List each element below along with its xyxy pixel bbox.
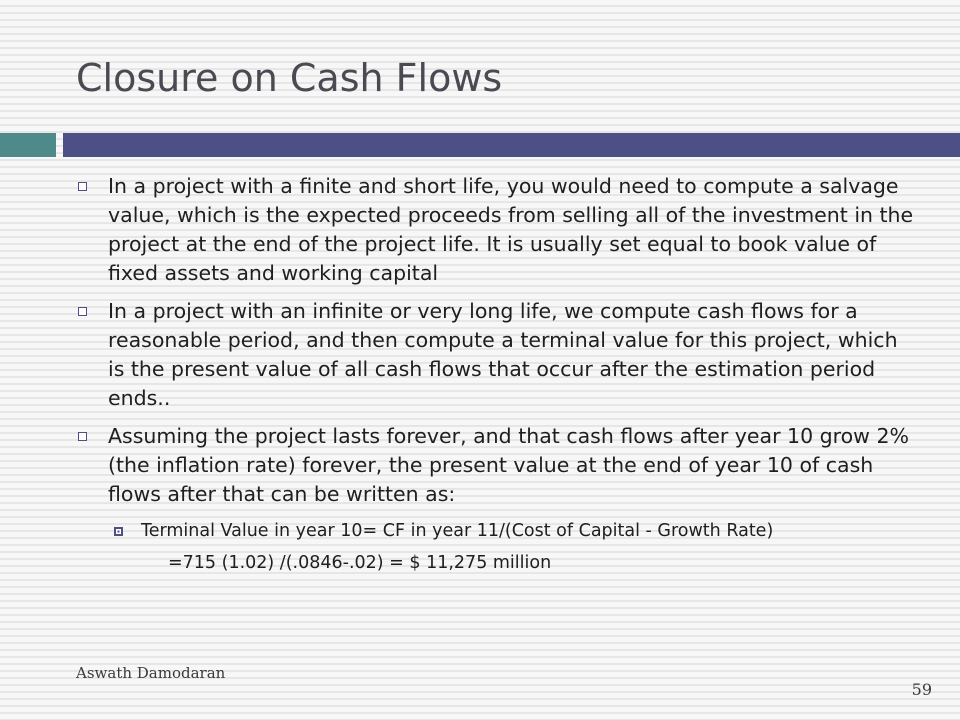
page-number: 59 [911,680,932,699]
sub-bullet-item [108,518,914,544]
bullet-text: In a project with an infinite or very long life, we compute cash flows for a reasonable period, and then compute a terminal value for this project, which is the present value of all cash flows that occur after the estimation period ends.. [108,299,898,410]
header-accent-bar-navy [63,133,960,157]
footer-author: Aswath Damodaran [76,664,226,682]
filled-square-bullet-icon [114,527,123,536]
hollow-square-bullet-icon [78,307,87,316]
bullet-item [74,422,914,509]
terminal-value-formula: =715 (1.02) /(.0846-.02) = $ 11,275 million [168,553,552,573]
bullet-text: In a project with a finite and short life, you would need to compute a salvage value, which is the expected proceeds from selling all of the investment in the project at the end of the project life. It is usually set equal to book value of fixed assets and working capital [108,174,914,285]
bullet-item [74,172,914,288]
sub-bullet-text: Terminal Value in year 10= CF in year 11/(Cost of Capital - Growth Rate) [141,521,774,541]
hollow-square-bullet-icon [78,432,87,441]
hollow-square-bullet-icon [78,182,87,191]
slide-title: Closure on Cash Flows [76,56,503,100]
header-accent-bar-teal [0,133,56,157]
bullet-text: Assuming the project lasts forever, and that cash flows after year 10 grow 2% (the inflation rate) forever, the present value at the end of year 10 of cash flows after that can be written as: [108,424,909,506]
slide-body [74,172,914,576]
bullet-item [74,297,914,413]
